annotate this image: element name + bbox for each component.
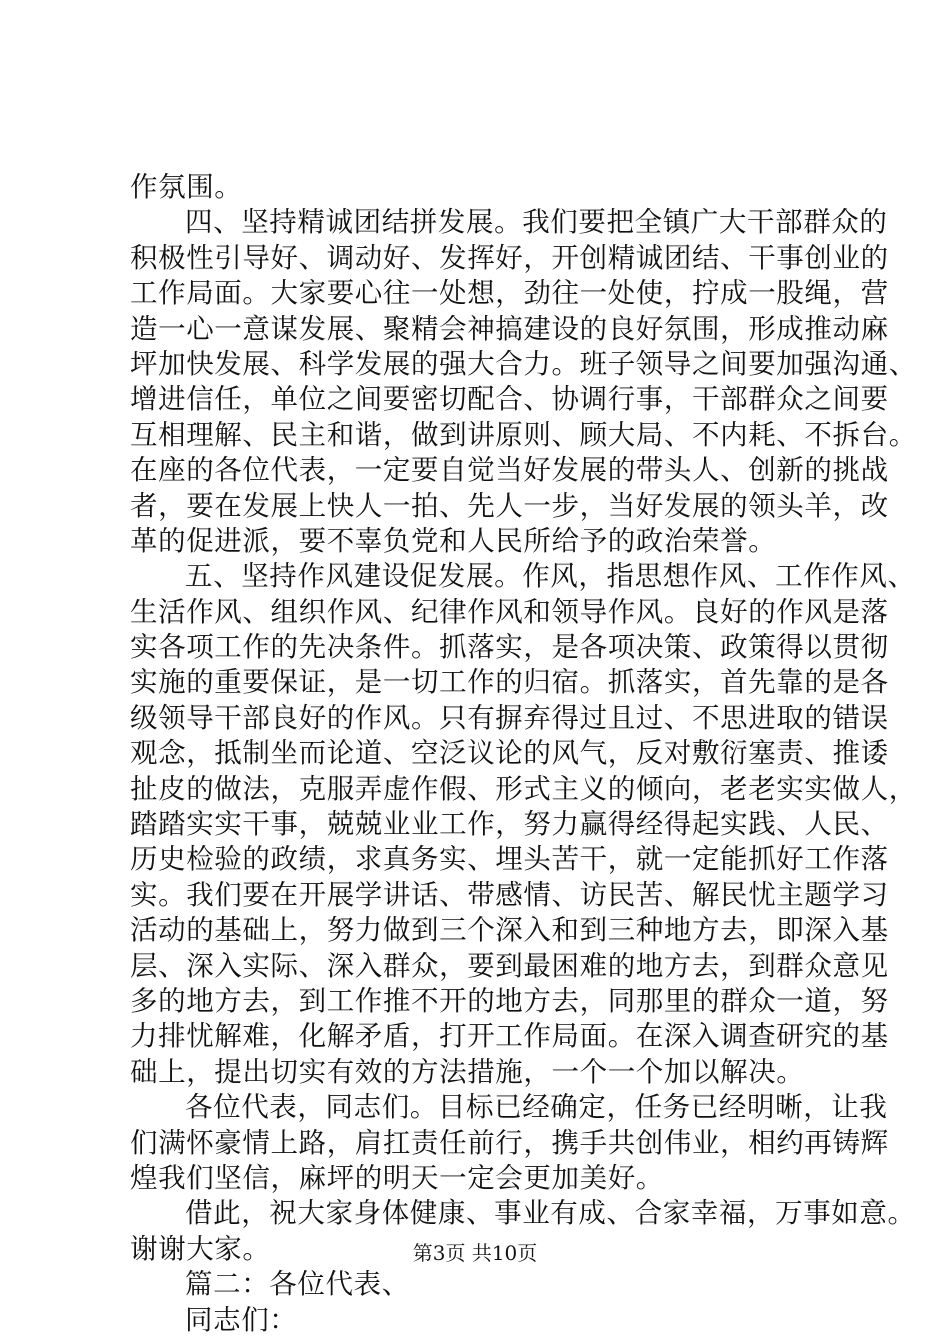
text-line: 坪加快发展、科学发展的强大合力。班子领导之间要加强沟通、: [130, 347, 917, 380]
text-line: 谢谢大家。: [130, 1232, 271, 1265]
text-line: 级领导干部良好的作风。只有摒弃得过且过、不思进取的错误: [130, 701, 889, 734]
text-line: 积极性引导好、调动好、发挥好，开创精诚团结、干事创业的: [130, 241, 889, 274]
text-line: 实各项工作的先决条件。抓落实，是各项决策、政策得以贯彻: [130, 631, 889, 664]
text-line: 实施的重要保证，是一切工作的归宿。抓落实，首先靠的是各: [130, 666, 889, 699]
text-line: 观念，抵制坐而论道、空泛议论的风气，反对敷衍塞责、推诿: [130, 737, 889, 770]
text-line: 活动的基础上，努力做到三个深入和到三种地方去，即深入基: [130, 914, 889, 947]
text-line: 层、深入实际、深入群众，要到最困难的地方去，到群众意见: [130, 949, 889, 982]
text-line: 扯皮的做法，克服弄虚作假、形式主义的倾向，老老实实做人，: [130, 772, 917, 805]
text-line: 互相理解、民主和谐，做到讲原则、顾大局、不内耗、不拆台。: [130, 418, 917, 451]
text-line: 实。我们要在开展学讲话、带感情、访民苦、解民忧主题学习: [130, 878, 889, 911]
paragraph-start-line: 四、坚持精诚团结拼发展。我们要把全镇广大干部群众的: [185, 206, 888, 239]
page-number-footer: 第3页 共10页: [412, 1241, 538, 1265]
text-line: 造一心一意谋发展、聚精会神搞建设的良好氛围，形成推动麻: [130, 312, 889, 345]
section-heading: 篇二：各位代表、: [185, 1268, 410, 1301]
text-line: 们满怀豪情上路，肩扛责任前行，携手共创伟业，相约再铸辉: [130, 1126, 889, 1159]
text-line: 在座的各位代表，一定要自觉当好发展的带头人、创新的挑战: [130, 454, 889, 487]
text-line: 踏踏实实干事，兢兢业业工作，努力赢得经得起实践、人民、: [130, 808, 889, 841]
paragraph-start-line: 各位代表，同志们。目标已经确定，任务已经明晰，让我: [185, 1091, 888, 1124]
paragraph-start-line: 借此，祝大家身体健康、事业有成、合家幸福，万事如意。: [185, 1197, 916, 1230]
text-line: 革的促进派，要不辜负党和人民所给予的政治荣誉。: [130, 524, 777, 557]
salutation-line: 同志们：: [185, 1303, 298, 1336]
document-body: [130, 170, 917, 1338]
text-line: 增进信任，单位之间要密切配合、协调行事，干部群众之间要: [130, 383, 889, 416]
text-line: 工作局面。大家要心往一处想，劲往一处使，拧成一股绳，营: [130, 277, 889, 310]
text-line: 历史检验的政绩，求真务实、埋头苦干，就一定能抓好工作落: [130, 843, 889, 876]
text-line: 煌我们坚信，麻坪的明天一定会更加美好。: [130, 1161, 664, 1194]
text-line: 生活作风、组织作风、纪律作风和领导作风。良好的作风是落: [130, 595, 889, 628]
text-line: 础上，提出切实有效的方法措施，一个一个加以解决。: [130, 1055, 805, 1088]
text-line: 作氛围。: [130, 171, 243, 203]
text-line: 力排忧解难，化解矛盾，打开工作局面。在深入调查研究的基: [130, 1020, 889, 1053]
paragraph-start-line: 五、坚持作风建设促发展。作风，指思想作风、工作作风、: [185, 560, 916, 593]
text-line: 多的地方去，到工作推不开的地方去，同那里的群众一道，努: [130, 984, 889, 1017]
text-line: 者，要在发展上快人一拍、先人一步，当好发展的领头羊，改: [130, 489, 889, 522]
